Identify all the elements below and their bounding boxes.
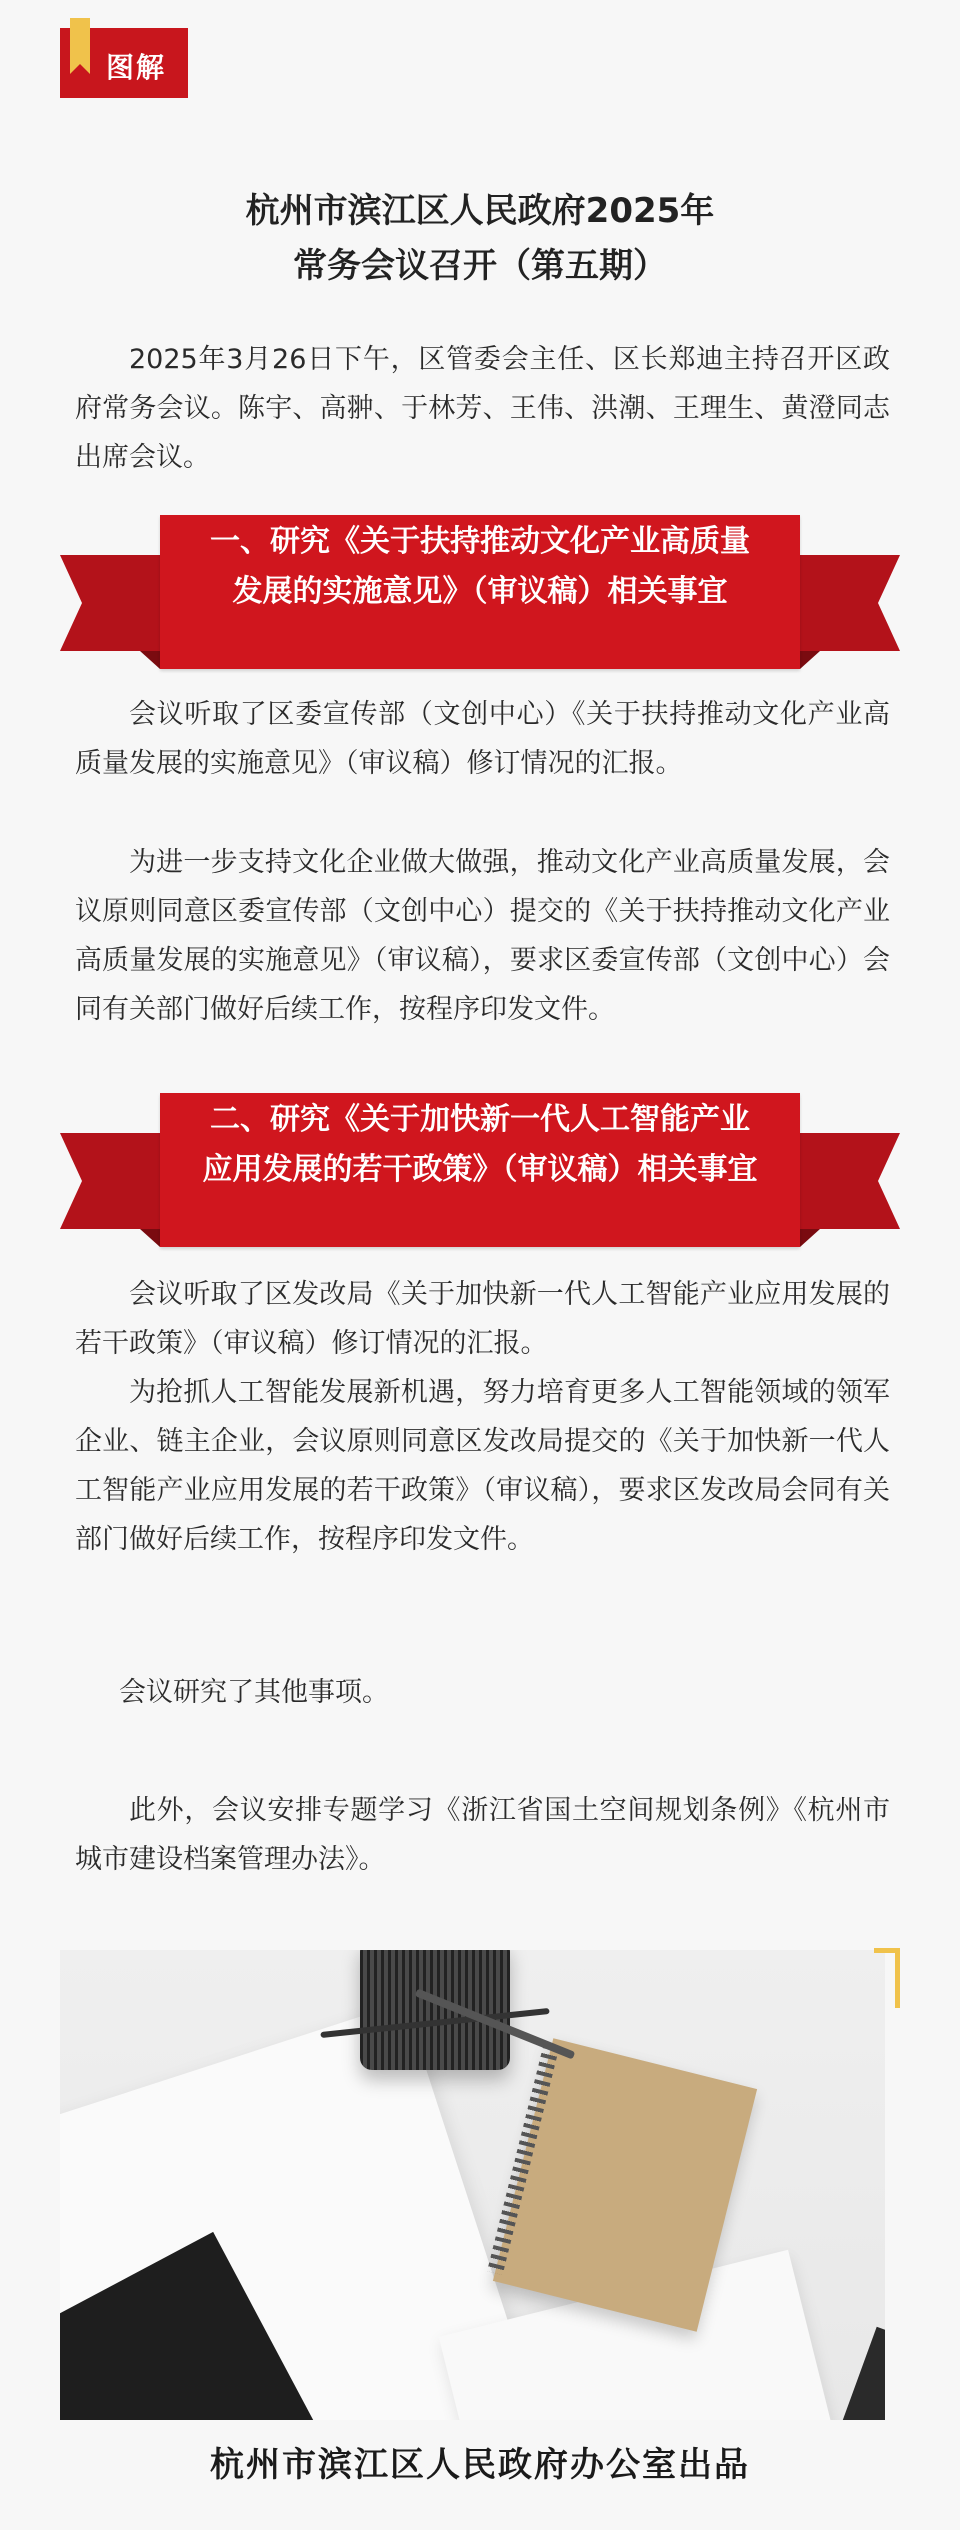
ribbon-left-tail bbox=[60, 1133, 160, 1229]
page-title-line1: 杭州市滨江区人民政府2025年 bbox=[245, 191, 715, 231]
ribbon-fold-right bbox=[800, 651, 820, 669]
badge-label: 图解 bbox=[106, 51, 167, 84]
bookmark-tab-icon bbox=[70, 18, 90, 64]
ribbon-fold-left bbox=[140, 1229, 160, 1247]
section1-paragraph2: 为进一步支持文化企业做大做强，推动文化产业高质量发展，会议原则同意区委宣传部（文创中心）提交的《关于扶持推动文化产业高质量发展的实施意见》（审议稿），要求区委宣传部（文创中心）会同有关部门做好后续工作，按程序印发文件。 bbox=[75, 847, 890, 1025]
page-title-line2: 常务会议召开（第五期） bbox=[293, 246, 667, 286]
corner-accent-icon bbox=[874, 1948, 900, 2008]
section1-heading: 一、研究《关于扶持推动文化产业高质量发展的实施意见》（审议稿）相关事宜 bbox=[160, 515, 800, 669]
ribbon-fold-right bbox=[800, 1229, 820, 1247]
section1-paragraph1: 会议听取了区委宣传部（文创中心）《关于扶持推动文化产业高质量发展的实施意见》（审议稿）修订情况的汇报。 bbox=[75, 699, 890, 779]
spiral-binding-icon bbox=[487, 2044, 559, 2275]
ribbon-right-tail bbox=[800, 555, 900, 651]
other-matters-paragraph: 会议研究了其他事项。 bbox=[119, 1677, 389, 1708]
header-badge bbox=[60, 28, 188, 98]
intro-paragraph: 2025年3月26日下午，区管委会主任、区长郑迪主持召开区政府常务会议。陈宇、高翀、于林芳、王伟、洪潮、王理生、黄澄同志出席会议。 bbox=[75, 344, 890, 473]
study-paragraph: 此外，会议安排专题学习《浙江省国土空间规划条例》《杭州市城市建设档案管理办法》。 bbox=[75, 1795, 890, 1875]
ribbon-right-tail bbox=[800, 1133, 900, 1229]
dark-object-icon bbox=[836, 2327, 885, 2420]
section2-paragraph2: 为抢抓人工智能发展新机遇，努力培育更多人工智能领域的领军企业、链主企业，会议原则同意区发改局提交的《关于加快新一代人工智能产业应用发展的若干政策》（审议稿），要求区发改局会同有关部门做好后续工作，按程序印发文件。 bbox=[75, 1377, 890, 1555]
section2-paragraph1: 会议听取了区发改局《关于加快新一代人工智能产业应用发展的若干政策》（审议稿）修订情况的汇报。 bbox=[75, 1279, 890, 1359]
pen-holder-icon bbox=[360, 1950, 510, 2070]
ribbon-fold-left bbox=[140, 651, 160, 669]
section2-heading: 二、研究《关于加快新一代人工智能产业应用发展的若干政策》（审议稿）相关事宜 bbox=[160, 1093, 800, 1247]
ribbon-left-tail bbox=[60, 555, 160, 651]
desk-photo bbox=[60, 1950, 885, 2420]
publisher-footer: 杭州市滨江区人民政府办公室出品 bbox=[210, 2445, 750, 2485]
